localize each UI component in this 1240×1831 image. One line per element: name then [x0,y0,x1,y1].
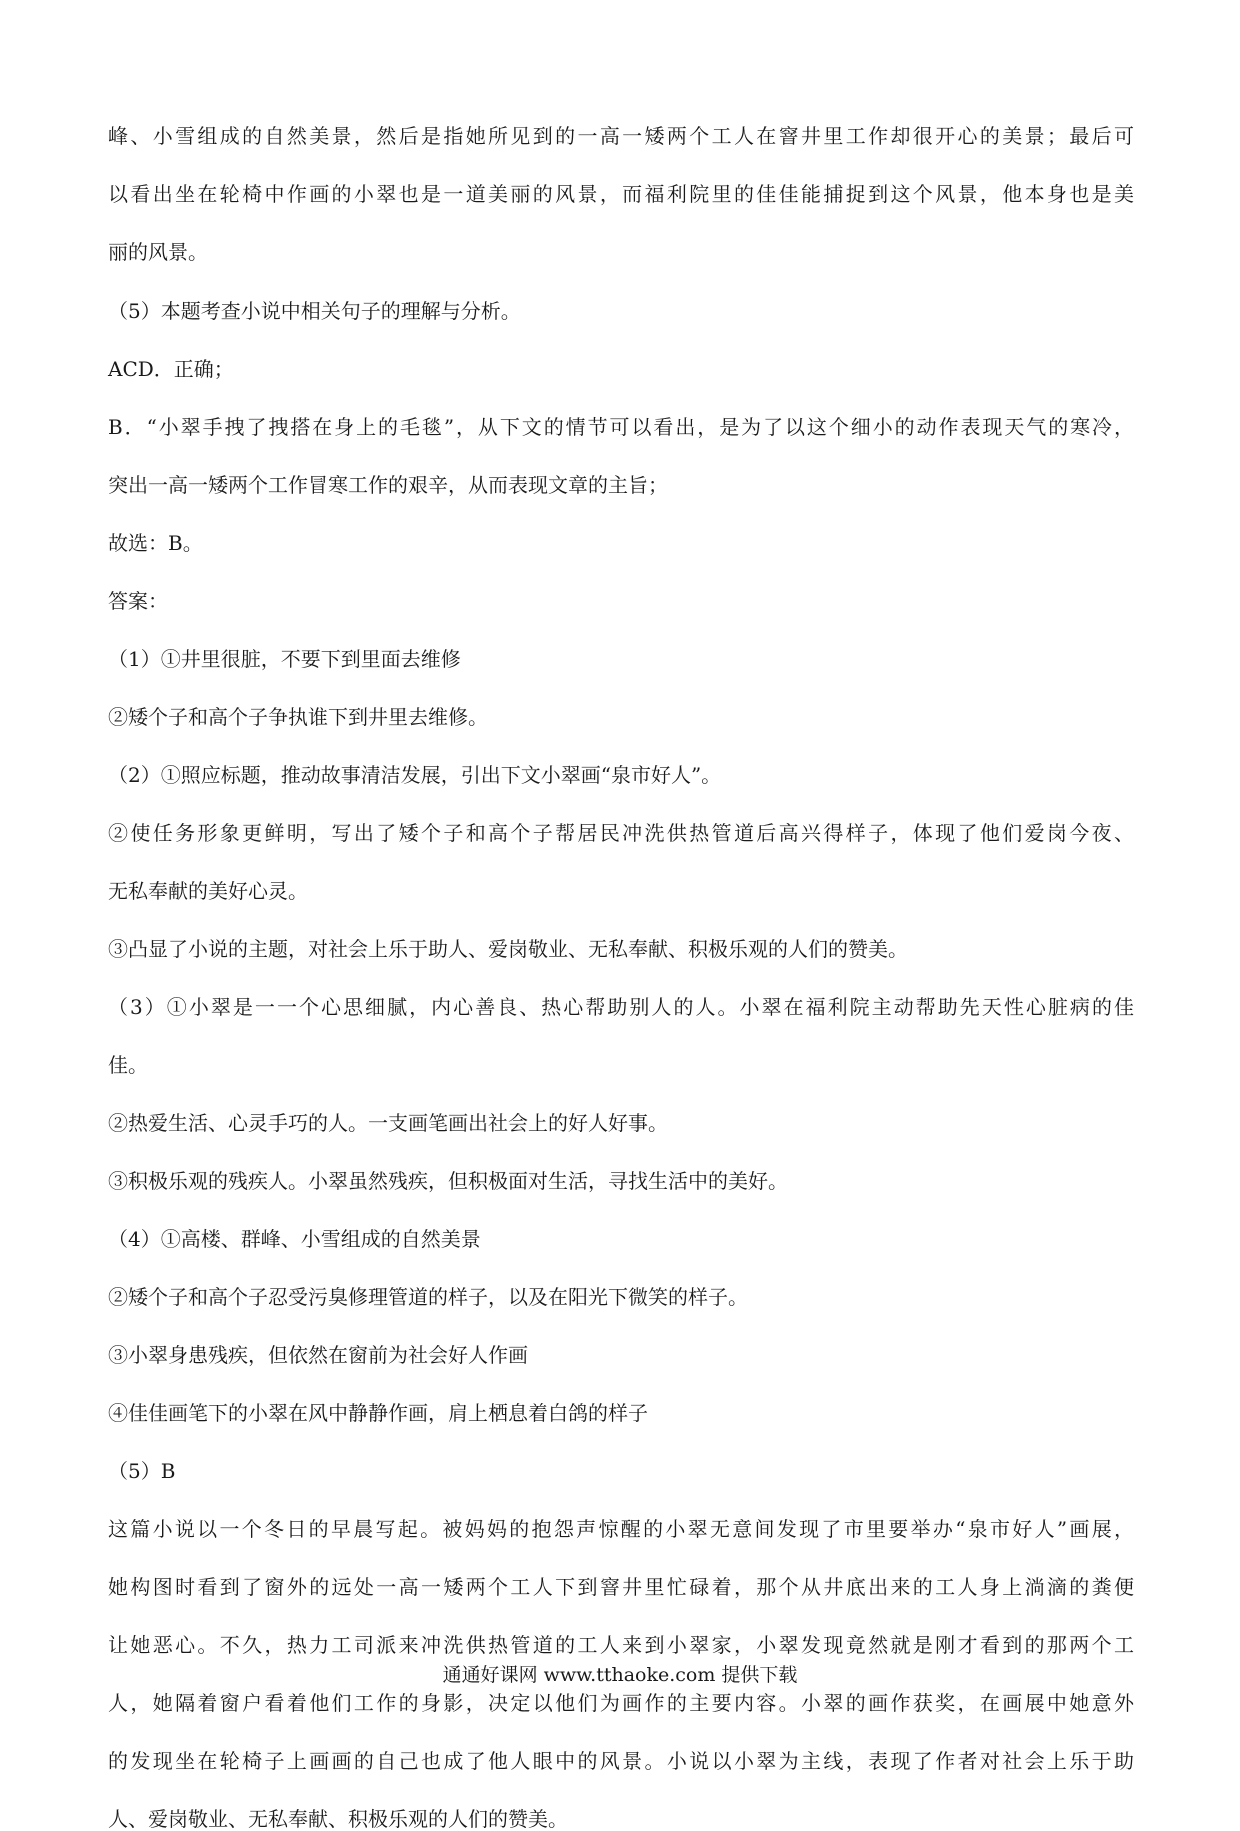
text-line: 答案： [108,589,168,613]
text-line: 的发现坐在轮椅子上画画的自己也成了他人眼中的风景。小说以小翠为主线，表现了作者对社会上乐于助 [108,1749,1134,1773]
text-line: ②热爱生活、心灵手巧的人。一支画笔画出社会上的好人好事。 [108,1111,668,1135]
text-line: 故选：B。 [108,531,203,555]
text-line: 丽的风景。 [108,240,208,264]
text-line: （5）B [108,1459,176,1483]
page-footer: 通通好课网 www.tthaoke.com 提供下载 [442,1664,798,1686]
text-line: （3）①小翠是一一个心思细腻，内心善良、热心帮助别人的人。小翠在福利院主动帮助先天性心脏病的佳 [108,995,1134,1019]
text-line: 无私奉献的美好心灵。 [108,879,308,903]
text-line: ③积极乐观的残疾人。小翠虽然残疾，但积极面对生活，寻找生活中的美好。 [108,1169,788,1193]
text-line: B．“小翠手拽了拽搭在身上的毛毯”，从下文的情节可以看出，是为了以这个细小的动作表现天气的寒冷， [108,415,1134,439]
text-line: 这篇小说以一个冬日的早晨写起。被妈妈的抱怨声惊醒的小翠无意间发现了市里要举办“泉市好人”画展， [108,1517,1134,1541]
text-line: 人、爱岗敬业、无私奉献、积极乐观的人们的赞美。 [108,1807,568,1831]
text-line: 让她恶心。不久，热力工司派来冲洗供热管道的工人来到小翠家，小翠发现竟然就是刚才看到的那两个工 [108,1633,1134,1657]
text-line: （5）本题考查小说中相关句子的理解与分析。 [108,299,521,323]
text-line: 以看出坐在轮椅中作画的小翠也是一道美丽的风景，而福利院里的佳佳能捕捉到这个风景，他本身也是美 [108,182,1134,206]
text-line: ②矮个子和高个子争执谁下到井里去维修。 [108,705,488,729]
text-line: 她构图时看到了窗外的远处一高一矮两个工人下到窨井里忙碌着，那个从井底出来的工人身上淌滴的粪便 [108,1575,1134,1599]
text-line: ②矮个子和高个子忍受污臭修理管道的样子，以及在阳光下微笑的样子。 [108,1285,748,1309]
text-line: 佳。 [108,1053,148,1077]
text-line: ACD．正确； [108,357,234,381]
text-line: ③小翠身患残疾，但依然在窗前为社会好人作画 [108,1343,528,1367]
text-line: ③凸显了小说的主题，对社会上乐于助人、爱岗敬业、无私奉献、积极乐观的人们的赞美。 [108,937,908,961]
text-line: ②使任务形象更鲜明，写出了矮个子和高个子帮居民冲洗供热管道后高兴得样子，体现了他们爱岗今夜、 [108,821,1134,845]
text-line: 突出一高一矮两个工作冒寒工作的艰辛，从而表现文章的主旨； [108,473,668,497]
text-line: 峰、小雪组成的自然美景，然后是指她所见到的一高一矮两个工人在窨井里工作却很开心的美景；最后可 [108,124,1134,148]
text-line: 人，她隔着窗户看着他们工作的身影，决定以他们为画作的主要内容。小翠的画作获奖，在画展中她意外 [108,1691,1134,1715]
text-line: （1）①井里很脏，不要下到里面去维修 [108,647,461,671]
text-line: ④佳佳画笔下的小翠在风中静静作画，肩上栖息着白鸽的样子 [108,1401,648,1425]
text-line: （4）①高楼、群峰、小雪组成的自然美景 [108,1227,481,1251]
text-line: （2）①照应标题，推动故事清洁发展，引出下文小翠画“泉市好人”。 [108,763,722,787]
